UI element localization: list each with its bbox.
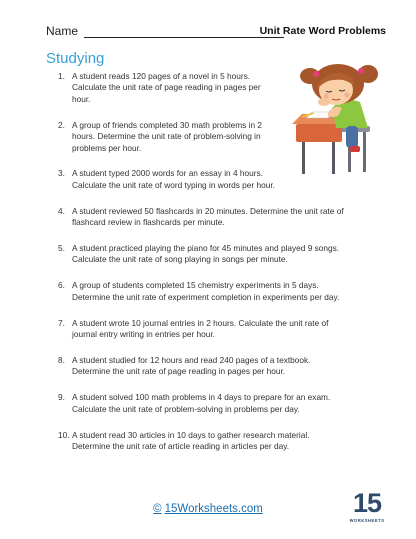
problem-line: Calculate the unit rate of page reading in pages per [72,82,261,93]
site-logo [348,490,386,530]
problem-item [58,392,388,415]
problem-number: 6. [58,280,65,291]
site-link[interactable]: 15Worksheets.com [164,503,263,515]
problem-line: flashcard review in flashcards per minute. [72,217,225,228]
name-label: Name [46,24,79,38]
problem-item [58,430,388,453]
problem-line: A student practiced playing the piano for 45 minutes and played 9 songs. [72,243,340,254]
problem-item [58,71,300,105]
problem-line: problems per hour. [72,142,142,153]
problem-number: 7. [58,317,65,328]
copyright-symbol: © [153,503,162,515]
problem-item [58,318,388,341]
problem-number: 3. [58,168,65,179]
problem-list [58,71,388,467]
section-title: Studying [46,50,105,67]
problem-item [58,120,300,154]
problem-line: Determine the unit rate of experiment completion in experiments per day. [72,291,340,302]
problem-line: journal entry writing in entries per hour. [72,329,215,340]
problem-number: 8. [58,355,65,365]
problem-line: A student typed 2000 words for an essay in 4 hours. [72,168,263,179]
problem-line: Calculate the unit rate of song playing in songs per minute. [72,254,288,265]
worksheet-header [46,24,386,44]
name-blank-line [84,37,284,38]
problem-line: hour. [72,93,91,104]
problem-line: Determine the unit rate of article reading in articles per day. [72,441,290,452]
problem-line: A student studied for 12 hours and read 240 pages of a textbook. [72,355,311,365]
problem-item [58,168,388,191]
problem-number: 5. [58,243,65,254]
problem-number: 2. [58,119,65,130]
problem-line: Determine the unit rate of page reading in pages per hour. [72,366,286,377]
logo-word: WORKSHEETS [349,518,385,523]
problem-item [58,280,388,303]
problem-line: hours. Determine the unit rate of problem-solving in [72,131,261,142]
problem-item [58,206,388,229]
problem-line: A group of friends completed 30 math problems in 2 [72,119,263,130]
problem-line: Calculate the unit rate of problem-solving in problems per day. [72,403,300,414]
problem-number: 10. [58,429,70,440]
problem-line: A student reviewed 50 flashcards in 20 minutes. Determine the unit rate of [72,205,344,216]
problem-line: Calculate the unit rate of word typing in words per hour. [72,179,275,190]
problem-line: A student read 30 articles in 10 days to gather research material. [72,429,310,440]
problem-line: A student reads 120 pages of a novel in 5 hours. [72,71,251,81]
problem-line: A student wrote 10 journal entries in 2 hours. Calculate the unit rate of [72,317,329,328]
problem-number: 1. [58,71,65,81]
problem-number: 4. [58,205,65,216]
problem-item [58,355,388,378]
logo-number: 15 [352,488,382,518]
problem-item [58,243,388,266]
problem-number: 9. [58,392,65,403]
worksheet-title: Unit Rate Word Problems [259,25,386,37]
problem-line: A student solved 100 math problems in 4 days to prepare for an exam. [72,392,331,403]
problem-line: A group of students completed 15 chemistry experiments in 5 days. [72,280,319,291]
